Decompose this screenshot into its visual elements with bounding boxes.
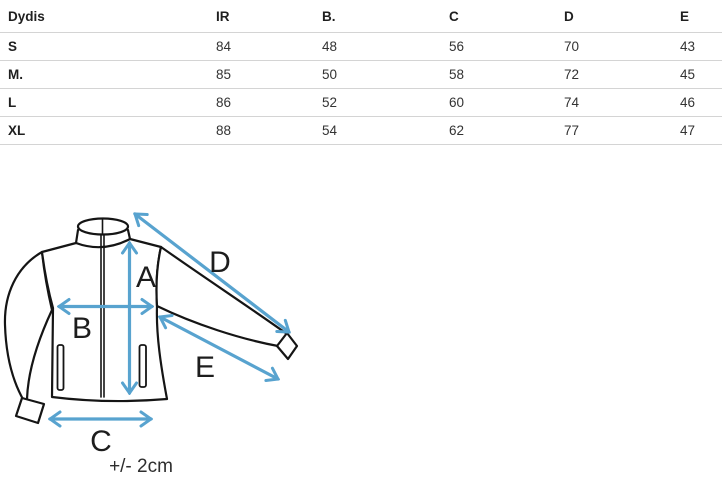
measure-label-d: D — [209, 246, 231, 279]
measure-label-c: C — [90, 425, 112, 458]
value-cell: 70 — [556, 33, 672, 61]
value-cell: 72 — [556, 61, 672, 89]
value-cell: 62 — [441, 117, 556, 145]
column-header-e: E — [672, 0, 722, 33]
measurement-diagram — [0, 145, 722, 488]
value-cell: 85 — [208, 61, 314, 89]
value-cell: 52 — [314, 89, 441, 117]
value-cell: 45 — [672, 61, 722, 89]
value-cell: 43 — [672, 33, 722, 61]
value-cell: 58 — [441, 61, 556, 89]
value-cell: 88 — [208, 117, 314, 145]
tolerance-note: +/- 2cm — [109, 456, 173, 477]
value-cell: 84 — [208, 33, 314, 61]
jacket-measurement-svg — [0, 145, 722, 488]
column-header-d: D — [556, 0, 672, 33]
value-cell: 74 — [556, 89, 672, 117]
measure-label-a: A — [135, 261, 157, 294]
size-cell-l: L — [0, 89, 208, 117]
jacket-pocket-left — [58, 345, 64, 390]
value-cell: 54 — [314, 117, 441, 145]
column-header-ir: IR — [208, 0, 314, 33]
size-table — [0, 0, 722, 145]
column-header-c: C — [441, 0, 556, 33]
value-cell: 47 — [672, 117, 722, 145]
measure-label-b: B — [71, 312, 93, 345]
jacket-left-cuff — [16, 398, 44, 423]
measure-label-e: E — [194, 351, 216, 384]
jacket-outline — [5, 219, 297, 424]
value-cell: 60 — [441, 89, 556, 117]
size-cell-m: M. — [0, 61, 208, 89]
column-header-b: B. — [314, 0, 441, 33]
value-cell: 86 — [208, 89, 314, 117]
value-cell: 46 — [672, 89, 722, 117]
value-cell: 56 — [441, 33, 556, 61]
column-header-dydis: Dydis — [0, 0, 208, 33]
value-cell: 48 — [314, 33, 441, 61]
size-cell-xl: XL — [0, 117, 208, 145]
size-cell-s: S — [0, 33, 208, 61]
jacket-pocket-right — [140, 345, 147, 387]
value-cell: 50 — [314, 61, 441, 89]
value-cell: 77 — [556, 117, 672, 145]
